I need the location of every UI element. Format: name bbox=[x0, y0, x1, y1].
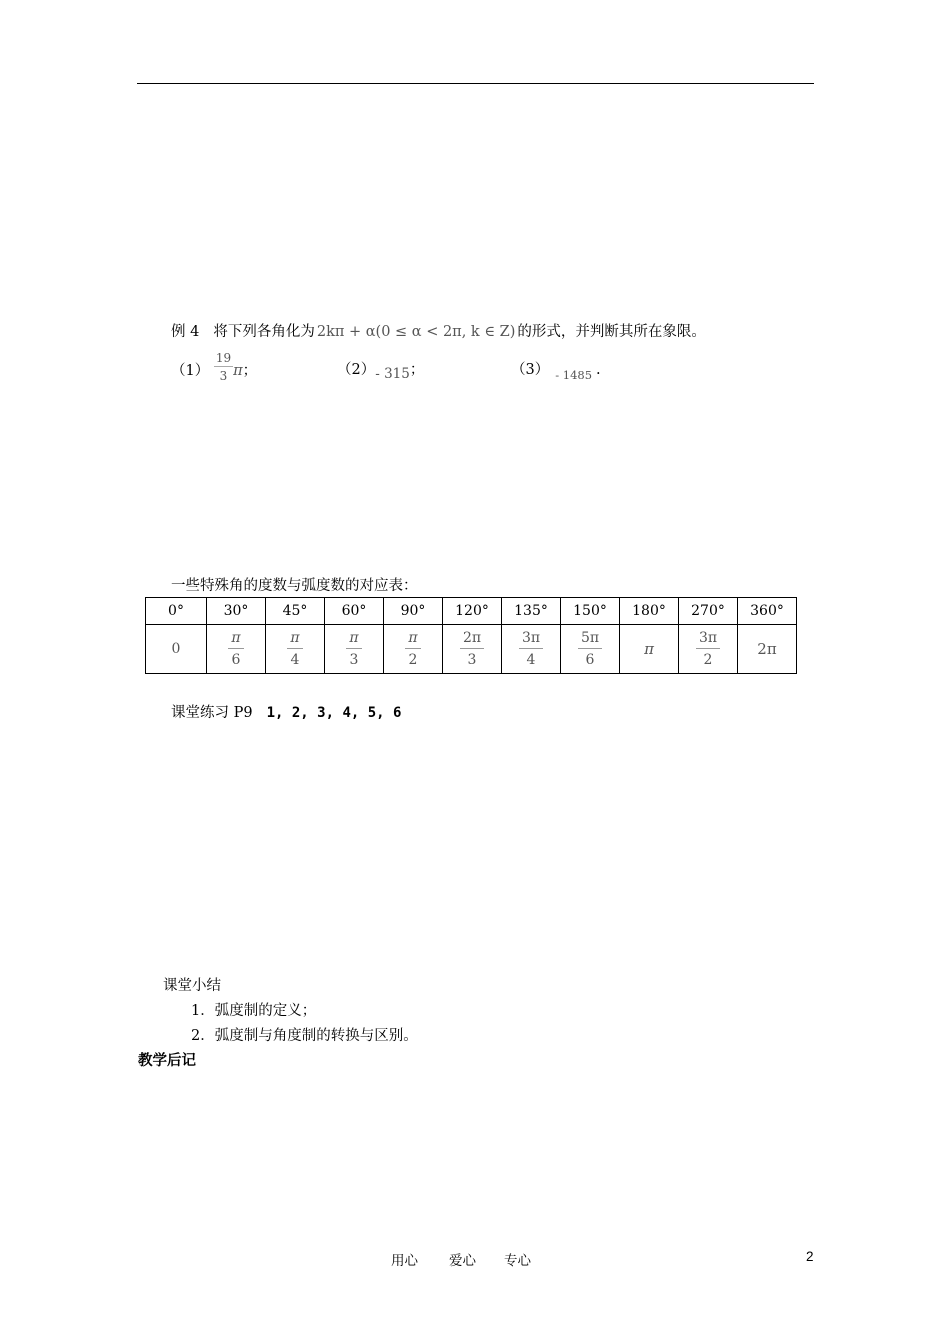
radian-denominator: 6 bbox=[231, 652, 241, 668]
footer-motto-3: 专心 bbox=[504, 1253, 531, 1269]
practice-label: 课堂练习 P9 bbox=[171, 705, 253, 721]
radian-numerator: 2π bbox=[460, 631, 484, 649]
radian-row bbox=[146, 625, 797, 674]
practice-items: 1, 2, 3, 4, 5, 6 bbox=[266, 705, 402, 721]
radian-denominator: 4 bbox=[290, 652, 300, 668]
radian-numerator: π bbox=[287, 631, 302, 649]
example-text-before: 将下列各角化为 bbox=[213, 324, 315, 340]
radian-numerator: π bbox=[346, 631, 361, 649]
example-label: 例 4 bbox=[171, 324, 200, 340]
degree-cell: 45° bbox=[266, 598, 325, 625]
item-1-label: （1） bbox=[171, 363, 210, 379]
item-1-numerator: 19 bbox=[215, 351, 232, 365]
classroom-practice bbox=[171, 703, 401, 723]
table-caption: 一些特殊角的度数与弧度数的对应表： bbox=[171, 578, 418, 594]
radian-cell: 2π bbox=[738, 625, 797, 674]
degree-cell: 120° bbox=[443, 598, 502, 625]
item-3-value: - 1485 bbox=[555, 368, 593, 382]
radian-cell bbox=[443, 625, 502, 674]
radian-denominator: 2 bbox=[408, 652, 418, 668]
radian-denominator: 3 bbox=[467, 652, 477, 668]
radian-denominator: 3 bbox=[349, 652, 359, 668]
angle-conversion-table bbox=[145, 597, 797, 674]
item-2-end: ； bbox=[409, 362, 425, 378]
example-4-statement bbox=[171, 322, 706, 342]
degree-cell: 180° bbox=[620, 598, 679, 625]
item-1-pi: π bbox=[233, 363, 243, 379]
radian-cell: π bbox=[620, 625, 679, 674]
example-text-after: 的形式，并判断其所在象限。 bbox=[517, 324, 706, 340]
radian-numerator: π bbox=[405, 631, 420, 649]
radian-cell bbox=[266, 625, 325, 674]
radian-cell bbox=[679, 625, 738, 674]
item-2-label: （2） bbox=[337, 362, 376, 378]
radian-cell bbox=[561, 625, 620, 674]
item-3-end: . bbox=[596, 362, 601, 378]
summary-item-1: 1．弧度制的定义； bbox=[191, 1003, 317, 1019]
radian-numerator: π bbox=[228, 631, 243, 649]
degree-row bbox=[146, 598, 797, 625]
example-item-3 bbox=[511, 360, 601, 380]
radian-denominator: 2 bbox=[703, 652, 713, 668]
radian-numerator: 3π bbox=[519, 631, 543, 649]
summary-item-2: 2．弧度制与角度制的转换与区别。 bbox=[191, 1028, 418, 1044]
summary-title: 课堂小结 bbox=[163, 978, 221, 994]
header-rule bbox=[137, 83, 814, 84]
afterword-heading: 教学后记 bbox=[138, 1052, 196, 1069]
radian-cell bbox=[502, 625, 561, 674]
page-number: 2 bbox=[806, 1249, 814, 1264]
item-2-value: - 315 bbox=[375, 366, 410, 382]
radian-numerator: 5π bbox=[578, 631, 602, 649]
degree-cell: 90° bbox=[384, 598, 443, 625]
item-3-label: （3） bbox=[511, 362, 550, 378]
radian-denominator: 4 bbox=[526, 652, 536, 668]
degree-cell: 60° bbox=[325, 598, 384, 625]
item-1-fraction bbox=[214, 352, 233, 382]
radian-cell: 0 bbox=[146, 625, 207, 674]
radian-numerator: 3π bbox=[696, 631, 720, 649]
degree-cell: 360° bbox=[738, 598, 797, 625]
footer-motto-1: 用心 bbox=[391, 1253, 418, 1269]
radian-cell bbox=[325, 625, 384, 674]
radian-denominator: 6 bbox=[585, 652, 595, 668]
degree-cell: 270° bbox=[679, 598, 738, 625]
item-1-end: ； bbox=[242, 363, 258, 379]
item-1-denominator: 3 bbox=[219, 369, 228, 383]
degree-cell: 135° bbox=[502, 598, 561, 625]
degree-cell: 30° bbox=[207, 598, 266, 625]
footer-motto-2: 爱心 bbox=[449, 1253, 476, 1269]
radian-cell bbox=[384, 625, 443, 674]
degree-cell: 0° bbox=[146, 598, 207, 625]
radian-cell bbox=[207, 625, 266, 674]
example-item-2 bbox=[337, 360, 424, 380]
example-item-1 bbox=[171, 351, 258, 383]
example-formula: 2kπ + α(0 ≤ α < 2π, k ∈ Z) bbox=[316, 324, 516, 340]
degree-cell: 150° bbox=[561, 598, 620, 625]
